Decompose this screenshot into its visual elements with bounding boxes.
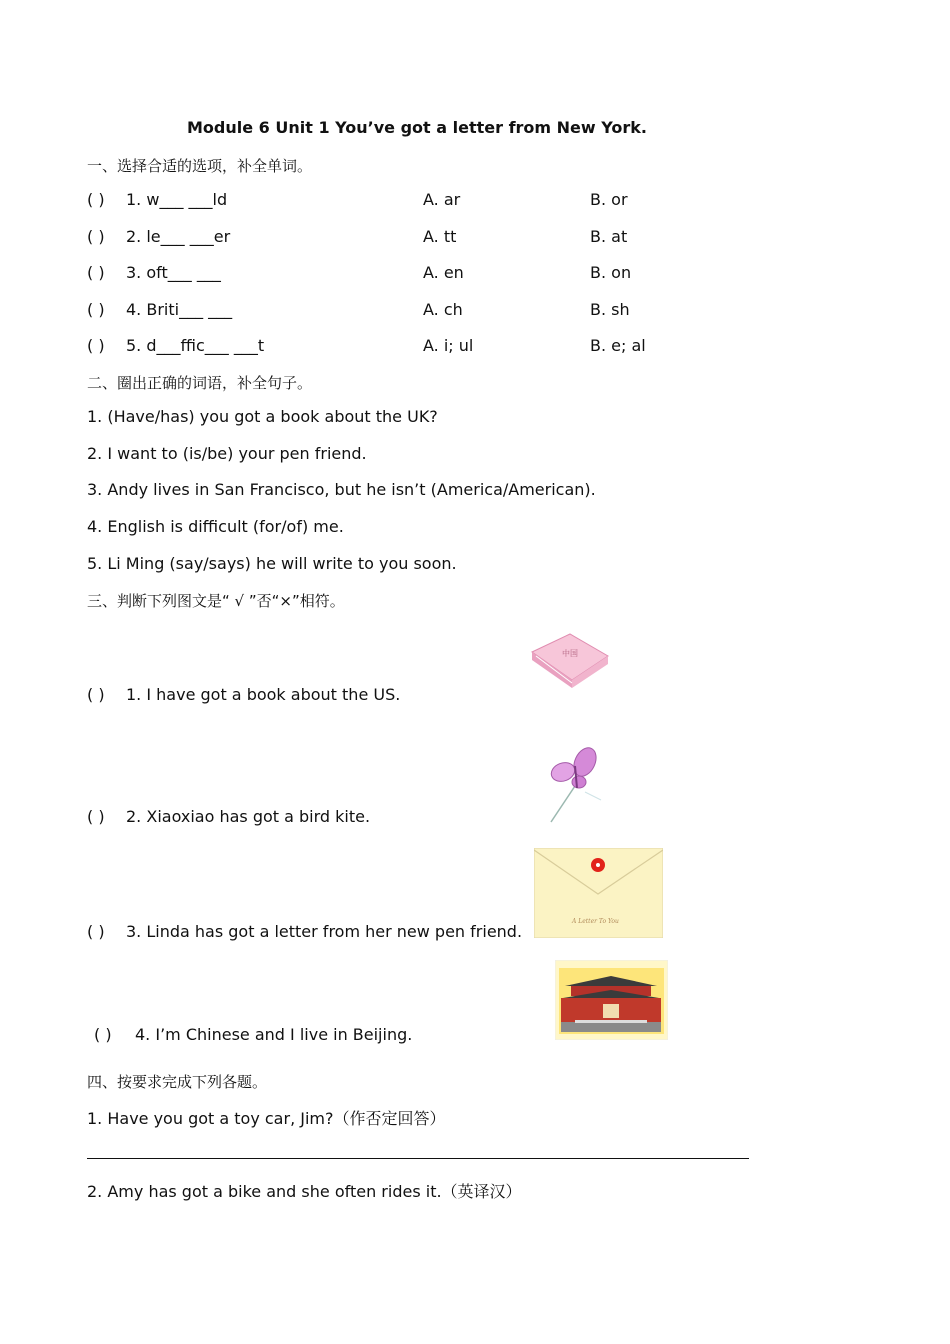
statement-text: 1. I have got a book about the US.: [126, 685, 401, 704]
answer-paren[interactable]: ( ): [87, 685, 105, 704]
answer-paren[interactable]: ( ): [87, 263, 105, 282]
section-2-heading: 二、圈出正确的词语，补全句子。: [87, 374, 313, 392]
question-text: 3. oft___ ___: [126, 263, 221, 282]
envelope-image: [534, 848, 663, 938]
option-a: A. tt: [423, 227, 457, 246]
statement-text: 3. Linda has got a letter from her new pen friend.: [126, 922, 523, 941]
answer-paren[interactable]: ( ): [87, 922, 105, 941]
option-b: B. at: [590, 227, 628, 246]
statement-text: 4. I’m Chinese and I live in Beijing.: [135, 1025, 413, 1044]
book-image: [528, 630, 610, 692]
answer-paren[interactable]: ( ): [87, 190, 105, 209]
option-b: B. or: [590, 190, 628, 209]
option-b: B. e; al: [590, 336, 646, 355]
option-b: B. sh: [590, 300, 630, 319]
section-1-heading: 一、选择合适的选项，补全单词。: [87, 157, 313, 175]
section-3-heading: 三、判断下列图文是“ √ ”否“×”相符。: [87, 592, 345, 610]
option-a: A. en: [423, 263, 464, 282]
answer-paren[interactable]: ( ): [87, 300, 105, 319]
envelope-label: A Letter To You: [572, 918, 619, 925]
answer-line[interactable]: [87, 1158, 749, 1159]
question-text: 1. w___ ___ld: [126, 190, 228, 209]
tiananmen-image: [555, 960, 668, 1040]
answer-paren[interactable]: ( ): [87, 336, 105, 355]
question-text: 2. le___ ___er: [126, 227, 231, 246]
option-b: B. on: [590, 263, 632, 282]
list-item: 5. Li Ming (say/says) he will write to you soon.: [87, 554, 457, 573]
list-item: 3. Andy lives in San Francisco, but he isn’t (America/American).: [87, 480, 596, 499]
answer-paren[interactable]: ( ): [94, 1025, 112, 1044]
option-a: A. i; ul: [423, 336, 474, 355]
butterfly-kite-image: [545, 742, 611, 826]
list-item: 2. Amy has got a bike and she often rides it.（英译汉）: [87, 1182, 522, 1201]
option-a: A. ch: [423, 300, 463, 319]
list-item: 2. I want to (is/be) your pen friend.: [87, 444, 367, 463]
option-a: A. ar: [423, 190, 461, 209]
question-text: 5. d___ffic___ ___t: [126, 336, 265, 355]
list-item: 1. Have you got a toy car, Jim?（作否定回答）: [87, 1109, 446, 1128]
answer-paren[interactable]: ( ): [87, 227, 105, 246]
book-label: 中国: [562, 649, 578, 658]
section-4-heading: 四、按要求完成下列各题。: [87, 1073, 268, 1091]
page-title: Module 6 Unit 1 You’ve got a letter from New York.: [187, 118, 647, 137]
list-item: 4. English is difficult (for/of) me.: [87, 517, 344, 536]
answer-paren[interactable]: ( ): [87, 807, 105, 826]
statement-text: 2. Xiaoxiao has got a bird kite.: [126, 807, 371, 826]
list-item: 1. (Have/has) you got a book about the UK?: [87, 407, 438, 426]
question-text: 4. Briti___ ___: [126, 300, 233, 319]
